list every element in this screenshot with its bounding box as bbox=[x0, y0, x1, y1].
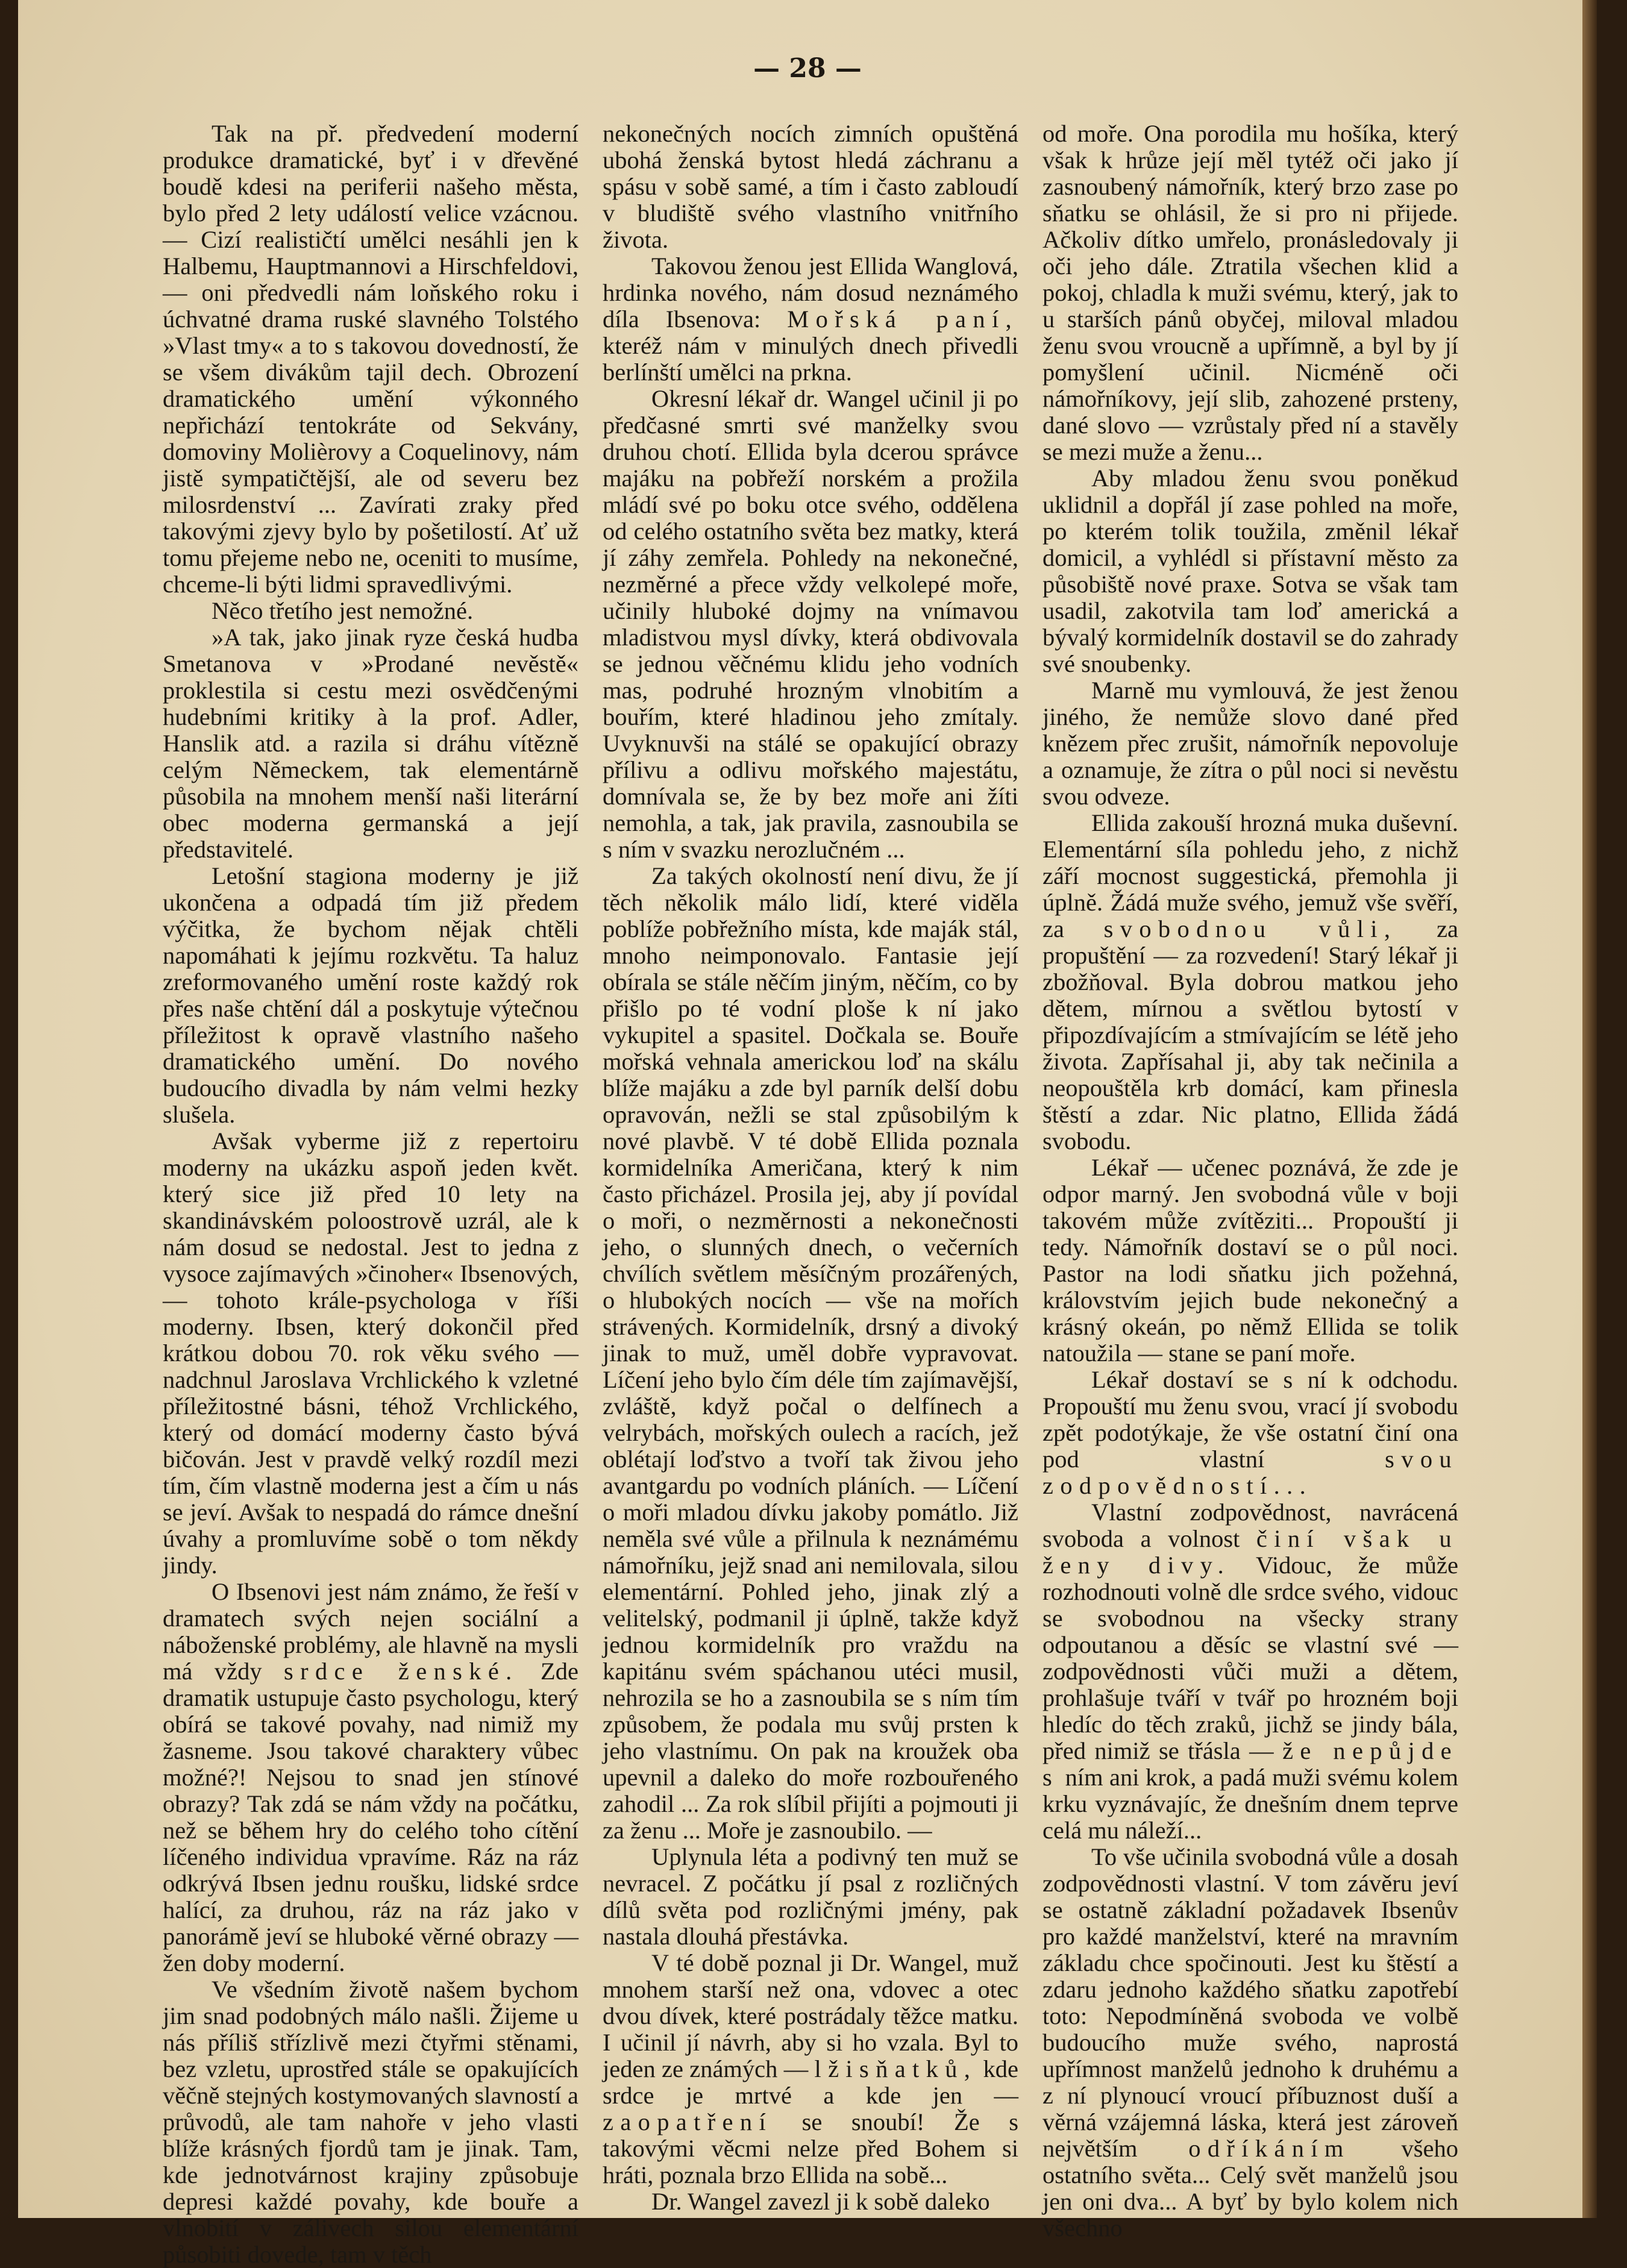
paragraph bbox=[1042, 677, 1458, 810]
paragraph-text: Vidouc, že může rozhodnouti volně dle srdce svého, vidouc se svobodnou na všecky strany odpoutanou a děsíc se vlastní své — zodpovědnosti vůči muži a dětem, prohlašuje tváří v tvář po hrozném boji hledíc do těch zraků, jichž se jindy bála, před nimiž se třásla — bbox=[1042, 1552, 1458, 1764]
paragraph bbox=[1042, 1367, 1458, 1499]
paragraph-text: Něco třetího jest nemožné. bbox=[212, 597, 474, 624]
paragraph-text: To vše učinila svobodná vůle a dosah zodpovědnosti vlastní. V tom závěru jeví se ostatně základní požadavek Ibsenův pro každé manželství, které na mravním základu chce spočinouti. Jest ku štěstí a zdaru jednoho každého sňatku zapotřebí toto: Nepodmíněná svoboda ve volbě budoucího muže svého, naprostá upřímnost manželů jednoho k druhému a z ní plynoucí vroucí příbuznost duší a věrná vzájemná láska, která jest zároveň největším bbox=[1042, 1843, 1458, 2162]
paragraph bbox=[603, 253, 1018, 386]
paragraph-text: ním ani krok, a padá muži svému kolem krku vyznávajíc, že dnešním dnem teprve celá mu náleží... bbox=[1042, 1764, 1458, 1844]
paragraph-text: Lékař — učenec poznává, že zde je odpor marný. Jen svobodná vůle v boji takovém může zvítěziti... Propouští ji tedy. Námořník dostaví se o půl noci. Pastor na lodi sňatku jich požehná, královstvím jejich bude nekonečný a krásný okeán, po němž Ellida se tolik natoužila — stane se paní moře. bbox=[1042, 1154, 1458, 1367]
paragraph-text: Za takých okolností není divu, že jí těch několik málo lidí, které viděla poblíže pobřežního místa, kde maják stál, mnoho neimponovalo. Fantasie její obírala se stále něčím jiným, něčím, co by přišlo po té vodní ploše k ní jako vykupitel a spasitel. Dočkala se. Bouře mořská vehnala americkou loď na skálu blíže majáku a zde byl parník delší dobu opravován, nežli se stal způsobilým k nové plavbě. V té době Ellida poznala kormidelníka Američana, který k nim často přicházel. Prosila jej, aby jí povídal o moři, o nezměrnosti a nekonečnosti jeho, o slunných dnech, o večerních chvílích světlem měsíčným prozářených, o hlubokých nocích — vše na mořích strávených. Kormidelník, drsný a divoký jinak to muž, uměl dobře vypravovat. Líčení jeho bylo čím déle tím zajímavější, zvláště, když počal o delfínech a velrybách, mořských oulech a racích, jež oblétají loďstvo a tvoří tak živou jeho avantgardu po vodních pláních. — Líčení o moři mladou dívku jakoby pomátlo. Již neměla své vůle a přilnula k neznámému námořníku, jejž snad ani nemilovala, silou elementární. Pohled jeho, jinak zlý a velitelský, podmanil ji úplně, takže když jednou kormidelník pro vraždu na kapitánu svém spáchanou utéci musil, nehrozila se ho a zasnoubila se s ním tím způsobem, že podala mu svůj prsten k jeho vlastnímu. On pak na kroužek oba upevnil a daleko do moře rozbouřeného zahodil ... Za rok slíbil přijíti a pojmouti ji za ženu ... Moře je zasnoubilo. — bbox=[603, 862, 1018, 1844]
paragraph-text: »A tak, jako jinak ryze česká hudba Smetanova v »Prodané nevěstě« proklestila si cestu mezi osvědčenými hudebními kritiky à la prof. Adler, Hanslik atd. a razila si dráhu vítězně celým Německem, tak elementárně působila na mnohem menší naši literární obec moderna germanská a její představitelé. bbox=[163, 624, 578, 863]
spaced-emphasis: zaopatření bbox=[603, 2108, 773, 2135]
paragraph bbox=[163, 1579, 578, 1976]
spaced-emphasis: činí však u ženy divy. bbox=[1042, 1525, 1458, 1579]
paragraph-text: V té době poznal ji Dr. Wangel, muž mnohem starší než ona, vdovec a otec dvou dívek, které postrádaly těžce matku. I učinil jí návrh, aby si ho vzala. Byl to jeden ze známých — bbox=[603, 1949, 1018, 2082]
paragraph-text: Ve všedním životě našem bychom jim snad podobných málo našli. Žijeme u nás příliš střízlivě mezi čtyřmi stěnami, bez vzletu, uprostřed stále se opakujících věčně stejných kostymovaných slavností a průvodů, ale tam nahoře v jeho vlasti blíže krásných fjordů tam je jinak. Tam, kde jednotvárnost krajiny způsobuje depresi každé povahy, kde bouře a vlnobití v zálivech silou elementární působiti dovede, tam v těch bbox=[163, 1976, 578, 2268]
paragraph bbox=[1042, 465, 1458, 677]
paragraph-text: kde srdce je mrtvé a kde jen — bbox=[603, 2055, 1019, 2109]
paragraph-text: nekonečných nocích zimních opuštěná ubohá ženská bytost hledá záchranu a spásu v sobě samé, a tím i často zabloudí v bludiště svého vlastního vnitřního života. bbox=[603, 120, 1018, 253]
paragraph-text: Lékař dostaví se s ní k odchodu. Propouští mu ženu svou, vrací jí svobodu zpět podotýkaje, že vše ostatní činí ona pod vlastní bbox=[1042, 1366, 1458, 1473]
paragraph-text: Ellida zakouší hrozná muka duševní. Elementární síla pohledu jeho, z nichž září mocnost suggestická, přemohla ji úplně. Žádá muže svého, jemuž vše svěří, za bbox=[1042, 809, 1458, 942]
newspaper-page bbox=[18, 0, 1597, 2268]
paragraph bbox=[1042, 1499, 1458, 1844]
paragraph-text: Letošní stagiona moderny je již ukončena a odpadá tím již předem výčitka, že bychom nějak chtěli napomáhati k jejímu rozkvětu. Ta haluz zreformovaného umění roste každý rok přes naše chtění dál a poskytuje výtečnou příležitost k opravě vlastního našeho dramatického umění. Do nového budoucího divadla by nám velmi hezky slušela. bbox=[163, 862, 578, 1128]
spaced-emphasis: svou zodpovědností... bbox=[1042, 1446, 1458, 1499]
paragraph-text: Takovou ženou jest Ellida Wanglová, hrdinka nového, nám dosud neznámého díla Ibsenova: bbox=[603, 252, 1018, 333]
paragraph-text: Avšak vyberme již z repertoiru moderny na ukázku aspoň jeden květ. který sice již před 10 lety na skandinávském poloostrově uzrál, ale k nám dosud se nedostal. Jest to jedna z vysoce zajímavých »činoher« Ibsenových, — tohoto krále-psychologa v říši moderny. Ibsen, který dokončil před krátkou dobou 70. rok věku svého — nadchnul Jaroslava Vrchlického k vzletné příležitostné básni, téhož Vrchlického, který od domácí moderny často bývá bičován. Jest v pravdě velký rozdíl mezi tím, čím vlastně moderna jest a čím u nás se jeví. Avšak to nespadá do rámce dnešní úvahy a promluvíme sobě o tom někdy jindy. bbox=[163, 1127, 578, 1579]
text-column-1 bbox=[163, 120, 578, 2268]
page-number: — 28 — bbox=[753, 53, 862, 84]
paragraph bbox=[603, 863, 1018, 1844]
spaced-emphasis: svobodnou vůli, bbox=[1103, 915, 1397, 942]
paragraph bbox=[163, 863, 578, 1128]
spaced-emphasis: srdce ženské. bbox=[284, 1658, 519, 1685]
text-column-3 bbox=[1042, 120, 1459, 2241]
spaced-emphasis: Mořská paní, bbox=[787, 305, 1018, 333]
spaced-emphasis: že nepůjde s bbox=[1042, 1737, 1459, 1791]
paragraph bbox=[163, 121, 578, 598]
paragraph-text: Uplynula léta a podivný ten muž se nevracel. Z počátku jí psal z rozličných dílů světa pod rozličnými jmény, pak nastala dlouhá přestávka. bbox=[603, 1843, 1018, 1950]
paragraph-text: Marně mu vymlouvá, že jest ženou jiného, že nemůže slovo dané před knězem přec zrušit, námořník nepovoluje a oznamuje, že zítra o půl noci si nevěstu svou odveze. bbox=[1042, 677, 1458, 810]
spaced-emphasis: lžisňatků, bbox=[814, 2055, 977, 2082]
text-column-2 bbox=[603, 120, 1019, 2215]
paragraph-text: O Ibsenovi jest nám známo, že řeší v dramatech svých nejen sociální a náboženské problémy, ale hlavně na mysli má vždy bbox=[163, 1578, 578, 1685]
paragraph-text: Dr. Wangel zavezl ji k sobě daleko bbox=[651, 2188, 990, 2215]
paragraph-text: se snoubí! Že s takovými věcmi nelze před Bohem si hráti, poznala brzo Ellida na sobě... bbox=[603, 2108, 1018, 2188]
paragraph-text: za propuštění — za rozvedení! Starý lékař ji zbožňoval. Byla dobrou matkou jeho dětem, mírnou a světlou bytostí v připozdívajícím a stmívajícím se létě jeho života. Zapřísahal ji, aby tak nečinila a neopouštěla krb domácí, kam přinesla štěstí a zdar. Nic platno, Ellida žádá svobodu. bbox=[1042, 915, 1459, 1154]
paragraph bbox=[163, 1976, 578, 2268]
paragraph-text: Tak na př. předvedení moderní produkce dramatické, byť i v dřevěné boudě kdesi na periferii našeho města, bylo před 2 lety událostí velice vzácnou. — Cizí realističtí umělci nesáhli jen k Halbemu, Hauptmannovi a Hirschfeldovi, — oni předvedli nám loňského roku i úchvatné drama ruské slavného Tolstého »Vlast tmy« a to s takovou dovedností, že se všem divákům tajil dech. Obrození dramatického umění výkonného nepřichází tentokráte od Sekvány, domoviny Molièrovy a Coquelinovy, nám jistě sympatičtější, ale od severu bez milosrdenství ... Zavírati zraky před takovými zjevy bylo by pošetilostí. Ať už tomu přejeme nebo ne, oceniti to musíme, chceme-li býti lidmi spravedlivými. bbox=[163, 120, 578, 598]
page-edge bbox=[1582, 0, 1597, 2218]
paragraph bbox=[1042, 1844, 1458, 2241]
paragraph bbox=[603, 1950, 1018, 2188]
paragraph-text: od moře. Ona porodila mu hošíka, který však k hrůze její měl tytéž oči jako jí zasnoubený námořník, který brzo zase po sňatku se ohlásil, že si pro ni přijede. Ačkoliv dítko umřelo, pronásledovaly ji oči jeho dále. Ztratila všechen klid a pokoj, chladla k muži svému, který, jak to u starších pánů obyčej, miloval mladou ženu svou vroucně a upřímně, a byl by jí pomyšlení učinil. Nicméně oči námořníkovy, její slib, zahozené prsteny, dané slovo — vzrůstaly před ní a stavěly se mezi muže a ženu... bbox=[1042, 120, 1458, 465]
paragraph-text: Zde dramatik ustupuje často psychologu, který obírá se takové povahy, nad nimiž my žasneme. Jsou takové charaktery vůbec možné?! Nejsou to snad jen stínové obrazy? Tak zdá se nám vždy na počátku, než se během hry do celého toho cítění líčeného individua vpravíme. Ráz na ráz odkrývá Ibsen jednu roušku, lidské srdce halící, za druhou, ráz na ráz jako v panorámě jeví se hluboké věrné obrazy — žen doby moderní. bbox=[163, 1658, 578, 1976]
paragraph bbox=[163, 598, 578, 624]
paragraph bbox=[603, 2188, 1018, 2215]
paragraph-text: Vlastní zodpovědnost, navrácená svoboda a volnost bbox=[1042, 1499, 1458, 1552]
paragraph-text: všeho ostatního světa... Celý svět manželů jsou jen oni dva... A byť by bylo kolem nich všechno bbox=[1042, 2135, 1459, 2241]
paragraph bbox=[603, 121, 1018, 253]
paragraph-text: Aby mladou ženu svou poněkud uklidnil a dopřál jí zase pohled na moře, po kterém tolik toužila, změnil lékař domicil, a vyhlédl si přístavní město za působiště nové praxe. Sotva se však tam usadil, zakotvila tam loď americká a bývalý kormidelník dostavil se do zahrady své snoubenky. bbox=[1042, 465, 1458, 677]
paragraph-text: kteréž nám v minulých dnech přivedli berlínští umělci na prkna. bbox=[603, 332, 1018, 386]
spaced-emphasis: odříkáním bbox=[1188, 2135, 1350, 2162]
paragraph bbox=[1042, 810, 1458, 1154]
paragraph bbox=[603, 386, 1018, 863]
paragraph bbox=[163, 624, 578, 863]
paragraph-text: Okresní lékař dr. Wangel učinil ji po předčasné smrti své manželky svou druhou chotí. Ellida byla dcerou správce majáku na pobřeží norském a prožila mládí své po boku otce svého, oddělena od celého ostatního světa bez matky, která jí záhy zemřela. Pohledy na nekonečné, nezměrné a přece vždy velkolepé moře, učinily hluboké dojmy na vnímavou mladistvou mysl dívky, která obdivovala se jednou věčnému klidu jeho vodních mas, podruhé hrozným vlnobitím a bouřím, které hladinou jeho zmítaly. Uvyknuvši na stálé se opakující obrazy přílivu a odlivu mořského majestátu, domnívala se, že by bez moře ani žíti nemohla, a tak, jak pravila, zasnoubila se s ním v svazku nerozlučném ... bbox=[603, 385, 1018, 863]
paragraph bbox=[1042, 121, 1458, 465]
paragraph bbox=[603, 1844, 1018, 1950]
paragraph bbox=[163, 1128, 578, 1579]
paragraph bbox=[1042, 1154, 1458, 1367]
